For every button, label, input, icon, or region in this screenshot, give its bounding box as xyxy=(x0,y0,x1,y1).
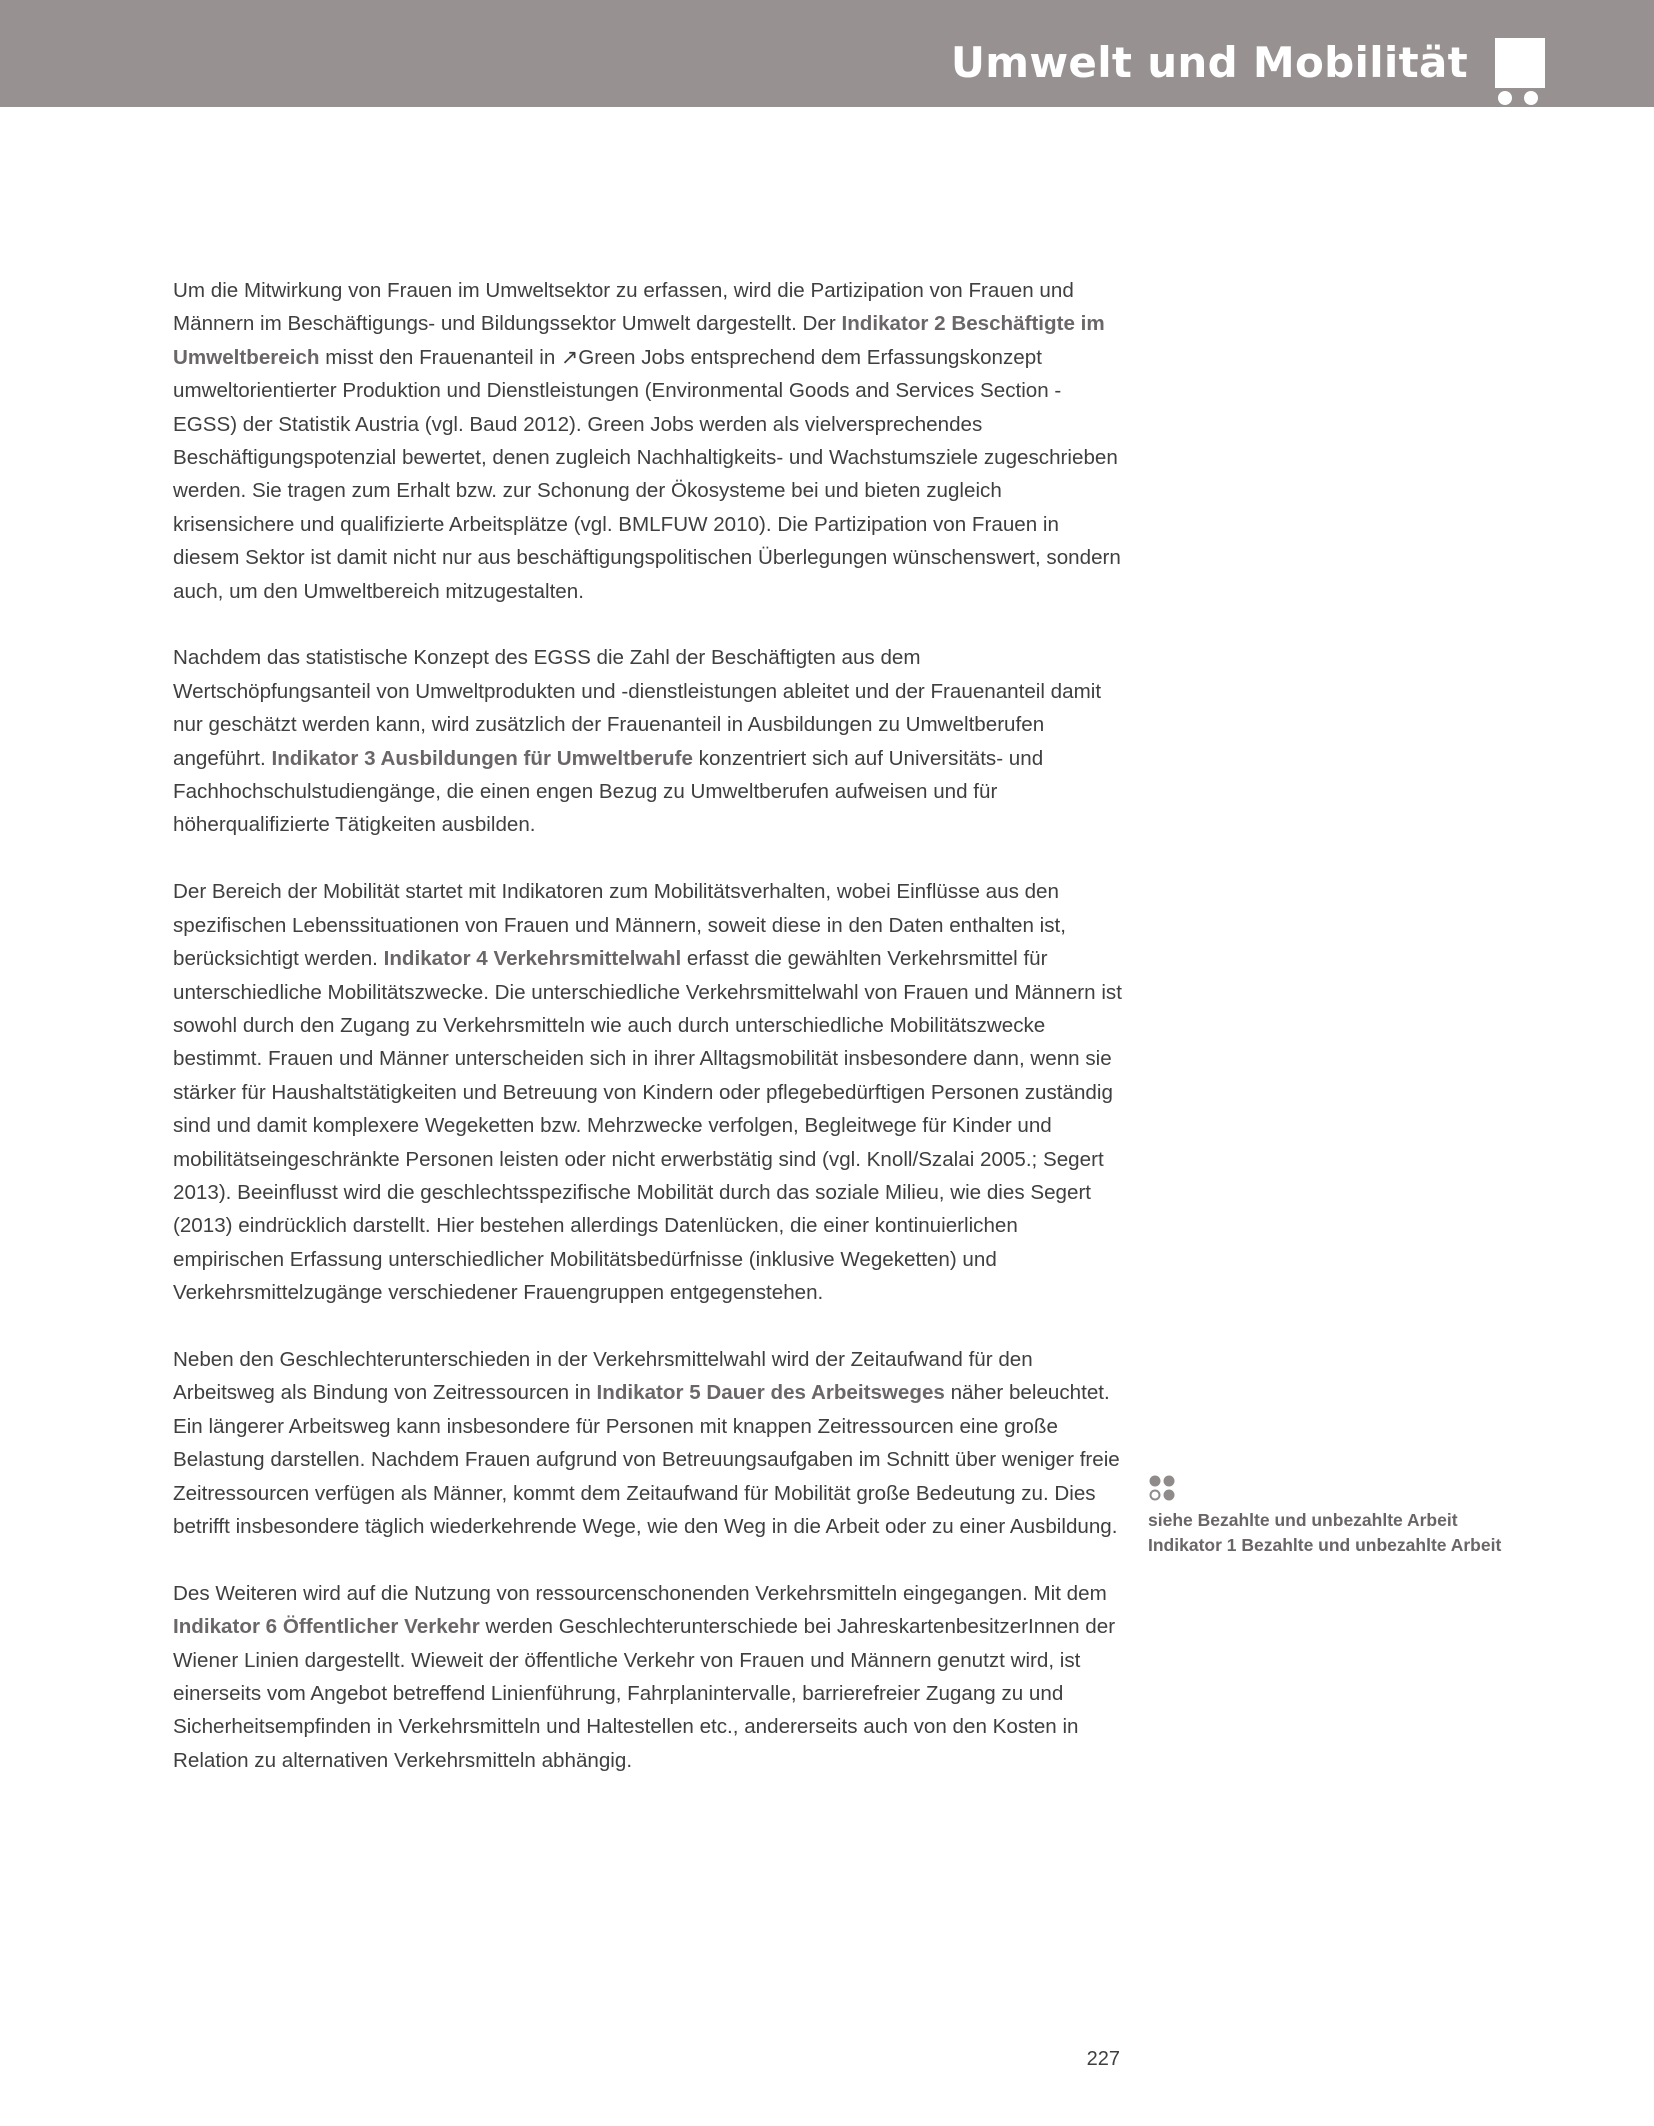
indicator-4-reference: Indikator 4 Verkehrsmittelwahl xyxy=(383,947,682,971)
chapter-title: Umwelt und Mobilität xyxy=(950,38,1468,87)
cross-reference-icon xyxy=(1148,1474,1176,1502)
indicator-6-reference: Indikator 6 Öffentlicher Verkehr xyxy=(173,1615,480,1639)
sidenote-line-2: Indikator 1 Bezahlte und unbezahlte Arbeit xyxy=(1148,1535,1502,1555)
indicator-2-reference: Indikator 2 Beschäftigte im Umweltbereich xyxy=(173,312,1105,369)
paragraph-green-jobs: Um die Mitwirkung von Frauen im Umweltsektor zu erfassen, wird die Partizipation von Frauen und Männern im Beschäftigungs- und Bildungssektor Umwelt dargestellt. Der Indikator 2 Beschäftigte im Umweltbereich misst den Frauenanteil in ↗Green Jobs entsprechend dem Erfassungskonzept umweltorientierter Produktion und Dienstleistungen (Environmental Goods and Services Section - EGSS) der Statistik Austria (vgl. Baud 2012). Green Jobs werden als vielversprechendes Beschäftigungspotenzial bewertet, denen zugleich Nachhaltigkeits- und Wachstumsziele zugeschrieben werden. Sie tragen zum Erhalt bzw. zur Schonung der Ökosysteme bei und bieten zugleich krisensichere und qualifizierte Arbeitsplätze (vgl. BMLFUW 2010). Die Partizipation von Frauen in diesem Sektor ist damit nicht nur aus beschäftigungspolitischen Überlegungen wünschenswert, sondern auch, um den Umweltbereich mitzugestalten. xyxy=(173,279,1121,603)
paragraph-mobility: Der Bereich der Mobilität startet mit Indikatoren zum Mobilitätsverhalten, wobei Einflüsse aus den spezifischen Lebenssituationen von Frauen und Männern, soweit diese in den Daten enthalten ist, berücksichtigt werden. Indikator 4 Verkehrsmittelwahl erfasst die gewählten Verkehrsmittel für unterschiedliche Mobilitätszwecke. Die unterschiedliche Verkehrsmittelwahl von Frauen und Männern ist sowohl durch den Zugang zu Verkehrsmitteln wie auch durch unterschiedliche Mobilitätszwecke bestimmt. Frauen und Männer unterscheiden sich in ihrer Alltagsmobilität insbesondere dann, wenn sie stärker für Haushaltstätigkeiten und Betreuung von Kindern oder pflegebedürftigen Personen zuständig sind und damit komplexere Wegeketten bzw. Mehrzwecke verfolgen, Begleitwege für Kinder und mobilitätseingeschränkte Personen leisten oder nicht erwerbstätig sind (vgl. Knoll/Szalai 2005.; Segert 2013). Beeinflusst wird die geschlechtsspezifische Mobilität durch das soziale Milieu, wie dies Segert (2013) eindrücklich darstellt. Hier bestehen allerdings Datenlücken, die einer kontinuierlichen empirischen Erfassung unterschiedlicher Mobilitätsbedürfnisse (inklusive Wegeketten) und Verkehrsmittelzugänge verschiedener Frauengruppen entgegenstehen. xyxy=(173,880,1122,1305)
indicator-3-reference: Indikator 3 Ausbildungen für Umweltberufe xyxy=(271,746,693,770)
main-text xyxy=(173,274,1123,1811)
chapter-logo-icon xyxy=(1494,38,1546,106)
paragraph-public-transport: Des Weiteren wird auf die Nutzung von ressourcenschonenden Verkehrsmitteln eingegangen. Mit dem Indikator 6 Öffentlicher Verkehr werden Geschlechterunterschiede bei JahreskartenbesitzerInnen der Wiener Linien dargestellt. Wieweit der öffentliche Verkehr von Frauen und Männern genutzt wird, ist einerseits vom Angebot betreffend Linienführung, Fahrplanintervalle, barrierefreier Zugang zu und Sicherheitsempfinden in Verkehrsmitteln und Haltestellen etc., andererseits auch von den Kosten in Relation zu alternativen Verkehrsmitteln abhängig. xyxy=(173,1581,1116,1772)
sidenote-line-1: siehe Bezahlte und unbezahlte Arbeit xyxy=(1148,1510,1458,1530)
header-bar xyxy=(0,0,1654,107)
paragraph-training: Nachdem das statistische Konzept des EGSS die Zahl der Beschäftigten aus dem Wertschöpfungsanteil von Umweltprodukten und -dienstleistungen ableitet und der Frauenanteil damit nur geschätzt werden kann, wird zusätzlich der Frauenanteil in Ausbildungen zu Umweltberufen angeführt. Indikator 3 Ausbildungen für Umweltberufe konzentriert sich auf Universitäts- und Fachhochschulstudiengänge, die einen engen Bezug zu Umweltberufen aufweisen und für höherqualifizierte Tätigkeiten ausbilden. xyxy=(173,646,1102,837)
paragraph-commute: Neben den Geschlechterunterschieden in der Verkehrsmittelwahl wird der Zeitaufwand für den Arbeitsweg als Bindung von Zeitressourcen in Indikator 5 Dauer des Arbeitsweges näher beleuchtet. Ein längerer Arbeitsweg kann insbesondere für Personen mit knappen Zeitressourcen eine große Belastung darstellen. Nachdem Frauen aufgrund von Betreuungsaufgaben im Schnitt über weniger freie Zeitressourcen verfügen als Männer, kommt dem Zeitaufwand für Mobilität große Bedeutung zu. Dies betrifft insbesondere täglich wiederkehrende Wege, wie den Weg in die Arbeit oder zu einer Ausbildung. xyxy=(173,1347,1120,1538)
cross-reference-note xyxy=(1148,1474,1568,1558)
page-number: 227 xyxy=(1086,2048,1120,2070)
indicator-5-reference: Indikator 5 Dauer des Arbeitsweges xyxy=(596,1381,945,1405)
